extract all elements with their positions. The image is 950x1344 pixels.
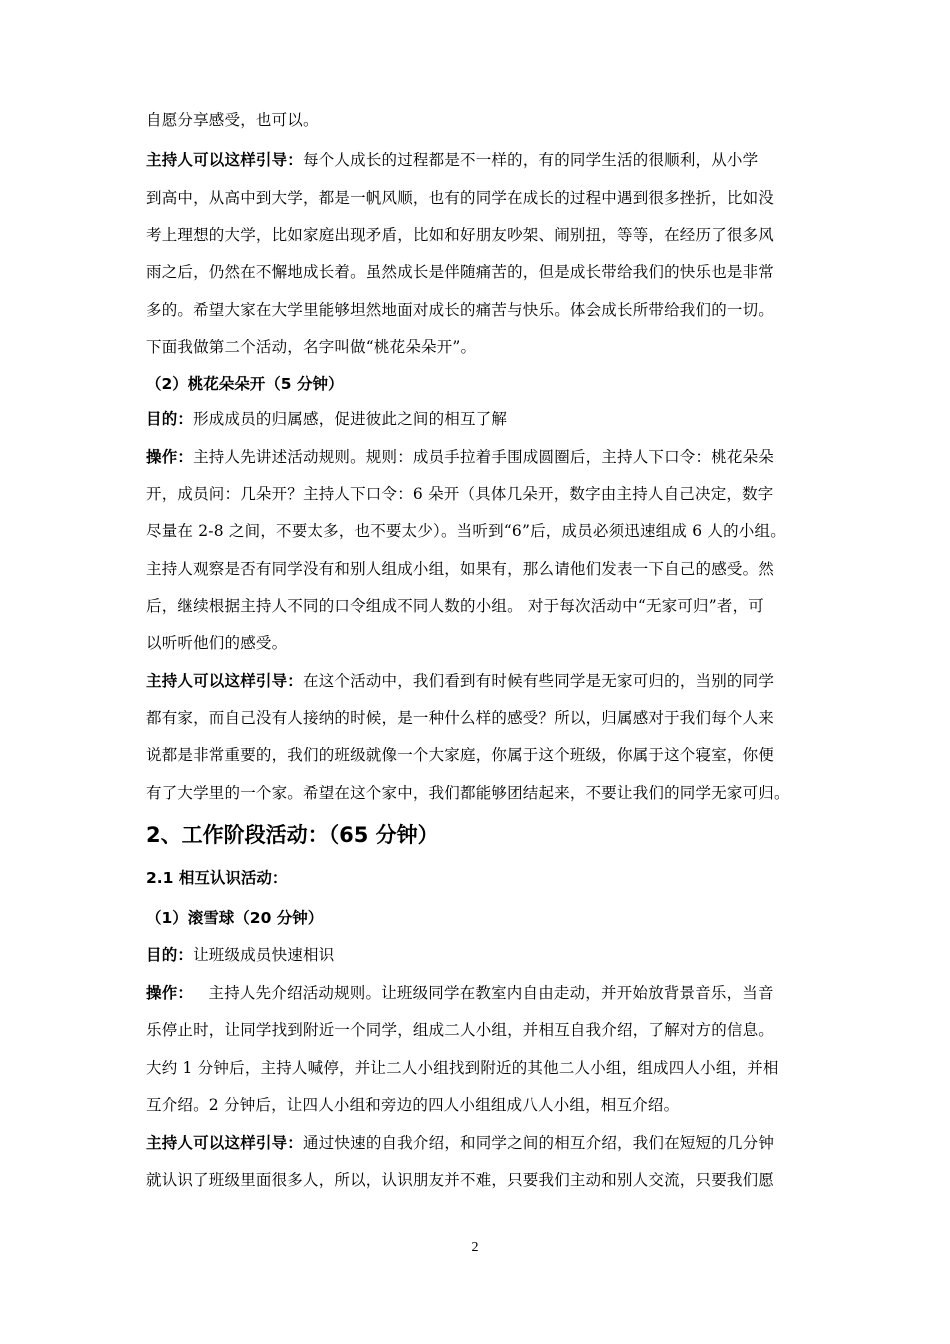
paragraph-line: 到高中，从高中到大学，都是一帆风顺，也有的同学在成长的过程中遇到很多挫折，比如没 — [146, 189, 775, 207]
paragraph-line: 尽量在 2-8 之间，不要太多，也不要太少）。当听到“6”后，成员必须迅速组成 6 人的小组。 — [146, 522, 786, 540]
paragraph-line: 有了大学里的一个家。希望在这个家中，我们都能够团结起来，不要让我们的同学无家可归。 — [146, 784, 790, 802]
paragraph-line: 都有家，而自己没有人接纳的时候，是一种什么样的感受？所以，归属感对于我们每个人来 — [146, 709, 775, 727]
paragraph-line: 以听听他们的感受。 — [146, 634, 288, 652]
paragraph-line: 大约 1 分钟后，主持人喊停，并让二人小组找到附近的其他二人小组，组成四人小组，并相 — [146, 1059, 779, 1077]
activity-title: （2）桃花朵朵开（5 分钟） — [146, 375, 344, 393]
paragraph-line: 开，成员问：几朵开？主持人下口令：6 朵开（具体几朵开，数字由主持人自己决定，数字 — [146, 485, 774, 503]
section-heading: 2、工作阶段活动：（65 分钟） — [146, 823, 439, 847]
paragraph-line: 下面我做第二个活动，名字叫做“桃花朵朵开”。 — [146, 338, 477, 356]
purpose-line: 目的：形成成员的归属感，促进彼此之间的相互了解 — [146, 410, 508, 428]
guide-label: 主持人可以这样引导： — [146, 151, 304, 169]
operation-label: 操作： — [146, 448, 194, 466]
paragraph-line: 操作：主持人先讲述活动规则。规则：成员手拉着手围成圆圈后，主持人下口令：桃花朵朵 — [146, 448, 775, 466]
paragraph-line: 互介绍。2 分钟后，让四人小组和旁边的四人小组组成八人小组，相互介绍。 — [146, 1096, 680, 1114]
paragraph-line: 说都是非常重要的，我们的班级就像一个大家庭，你属于这个班级，你属于这个寝室，你便 — [146, 746, 775, 764]
paragraph-line: 雨之后，仍然在不懈地成长着。虽然成长是伴随痛苦的，但是成长带给我们的快乐也是非常 — [146, 263, 775, 281]
paragraph-line: 主持人可以这样引导：在这个活动中，我们看到有时候有些同学是无家可归的，当别的同学 — [146, 672, 775, 690]
paragraph-line: 多的。希望大家在大学里能够坦然地面对成长的痛苦与快乐。体会成长所带给我们的一切。 — [146, 301, 775, 319]
paragraph-line: 后，继续根据主持人不同的口令组成不同人数的小组。 对于每次活动中“无家可归”者，可 — [146, 597, 764, 615]
paragraph-line: 乐停止时，让同学找到附近一个同学，组成二人小组，并相互自我介绍，了解对方的信息。 — [146, 1021, 775, 1039]
guide-label: 主持人可以这样引导： — [146, 672, 304, 690]
purpose-line: 目的：让班级成员快速相识 — [146, 946, 335, 964]
page-number: 2 — [471, 1240, 479, 1255]
paragraph-line: 考上理想的大学，比如家庭出现矛盾，比如和好朋友吵架、闹别扭，等等，在经历了很多风 — [146, 226, 775, 244]
paragraph-line: 主持人可以这样引导：每个人成长的过程都是不一样的，有的同学生活的很顺利，从小学 — [146, 151, 759, 169]
paragraph-line: 主持人观察是否有同学没有和别人组成小组，如果有，那么请他们发表一下自己的感受。然 — [146, 560, 775, 578]
paragraph-line: 操作： 主持人先介绍活动规则。让班级同学在教室内自由走动，并开始放背景音乐，当音 — [146, 984, 774, 1002]
paragraph-line: 主持人可以这样引导：通过快速的自我介绍，和同学之间的相互介绍，我们在短短的几分钟 — [146, 1134, 775, 1152]
paragraph-line: 就认识了班级里面很多人，所以，认识朋友并不难，只要我们主动和别人交流，只要我们愿 — [146, 1171, 775, 1189]
paragraph-line: 自愿分享感受，也可以。 — [146, 111, 319, 129]
activity-title: （1）滚雪球（20 分钟） — [146, 909, 324, 927]
guide-label: 主持人可以这样引导： — [146, 1134, 304, 1152]
subsection-heading: 2.1 相互认识活动： — [146, 869, 288, 887]
operation-label: 操作： — [146, 984, 194, 1002]
